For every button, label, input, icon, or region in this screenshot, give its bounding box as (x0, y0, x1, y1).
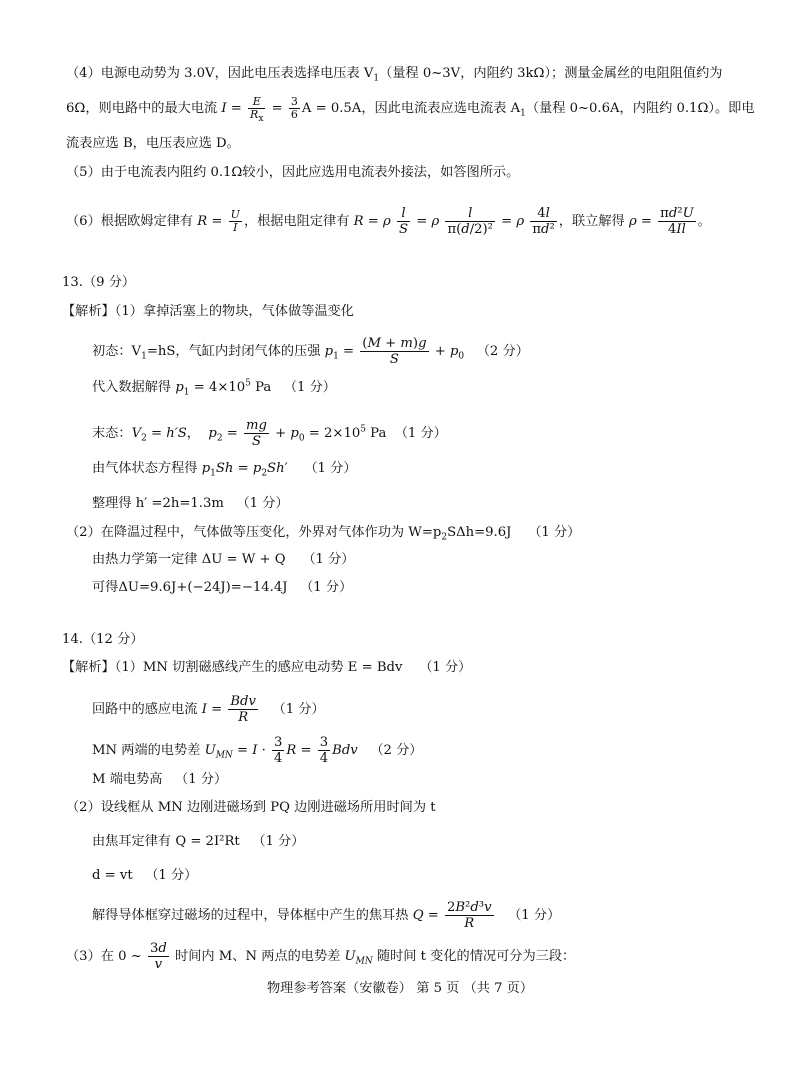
q14-part2: （2）设线框从 MN 边刚进磁场到 PQ 边刚进磁场所用时间为 t (66, 800, 436, 815)
q14-m-high: M 端电势高 （1 分） (92, 772, 228, 787)
line-4b: 6Ω，则电路中的最大电流 I = $\frac{E}{R_x}$ = $\frac{3}{6}$ A = 0.5A，因此电流表应选电流表 $A_1$（量程 0~0.6A，内阻约 0.1Ω）。即电 (66, 95, 755, 125)
q13-final: 末态：$V_2 = h'S$， $p_2$ = $\frac{mg}{S}$ + $p_0 = 2\times 10^5$ Pa （1 分） (92, 418, 447, 449)
q13-result: 整理得 h′ =2h=1.3m （1 分） (92, 496, 289, 511)
q13-substitute: 代入数据解得 $p_1 = 4\times 10^5$ Pa （1 分） (92, 378, 336, 398)
q13-title: 13.（9 分） (62, 275, 136, 290)
line-6: （6）根据欧姆定律有 R = $\frac{U}{I}$ ，根据电阻定律有 R = ρ $\frac{l}{S}$ = ρ $\frac{l}{\text{π(d/2)²}}$ = ρ $\frac{4l}{\text{πd²}}$ ，联立解得 ρ = $\frac{\text{πd²U}}{4Il}$ 。 (66, 206, 711, 237)
q14-heat: 解得导体框穿过磁场的过程中，导体框中产生的焦耳热 Q = $\frac{\text{2B²d³v}}{R}$ （1 分） (92, 900, 561, 931)
q13-initial: 初态：$V_1=hS$，气缸内封闭气体的压强 $p_1$ = $\frac{(M + m)g}{S}$ + $p_0$ （2 分） (92, 336, 529, 367)
q14-head: 【解析】（1）MN 切割磁感线产生的感应电动势 E = Bdv （1 分） (62, 660, 472, 675)
page-footer: 物理参考答案（安徽卷） 第 5 页 （共 7 页） (266, 981, 534, 996)
q13-state-eq: 由气体状态方程得 $p_1Sh = p_2Sh'$ （1 分） (92, 461, 357, 479)
line-4c: 流表应选 B，电压表应选 D。 (66, 136, 240, 151)
q14-d-vt: d = vt （1 分） (92, 868, 198, 883)
q14-joule: 由焦耳定律有 Q = 2I²Rt （1 分） (92, 834, 305, 849)
q14-title: 14.（12 分） (62, 632, 144, 647)
q14-part3: （3）在 0 ~ $\frac{3d}{v}$ 时间内 M、N 两点的电势差 $U_{MN}$ 随时间 t 变化的情况可分为三段： (66, 941, 576, 972)
line-5: （5）由于电流表内阻约 0.1Ω较小，因此应选用电流表外接法，如答图所示。 (66, 165, 520, 180)
q14-voltage: MN 两端的电势差 $U_{MN} = I$ · $\frac{3}{4}$ R = $\frac{3}{4}$ Bdv （2 分） (92, 735, 423, 766)
line-4a: （4）电源电动势为 3.0V，因此电压表选择电压表 $V_1$（量程 0~3V，内阻约 3kΩ）；测量金属丝的电阻阻值约为 (66, 66, 723, 84)
q14-current: 回路中的感应电流 I = $\frac{\text{Bdv}}{R}$ （1 分） (92, 694, 325, 725)
q13-part2: （2）在降温过程中，气体做等压变化，外界对气体作功为 $W=p_2S\Delta h=9.6J$ （1 分） (66, 525, 581, 543)
q13-first-law: 由热力学第一定律 ΔU = W + Q （1 分） (92, 552, 355, 567)
q13-delta-u: 可得ΔU=9.6J+(−24J)=−14.4J （1 分） (92, 580, 353, 595)
q13-head: 【解析】（1）拿掉活塞上的物块，气体做等温变化 (62, 304, 354, 319)
